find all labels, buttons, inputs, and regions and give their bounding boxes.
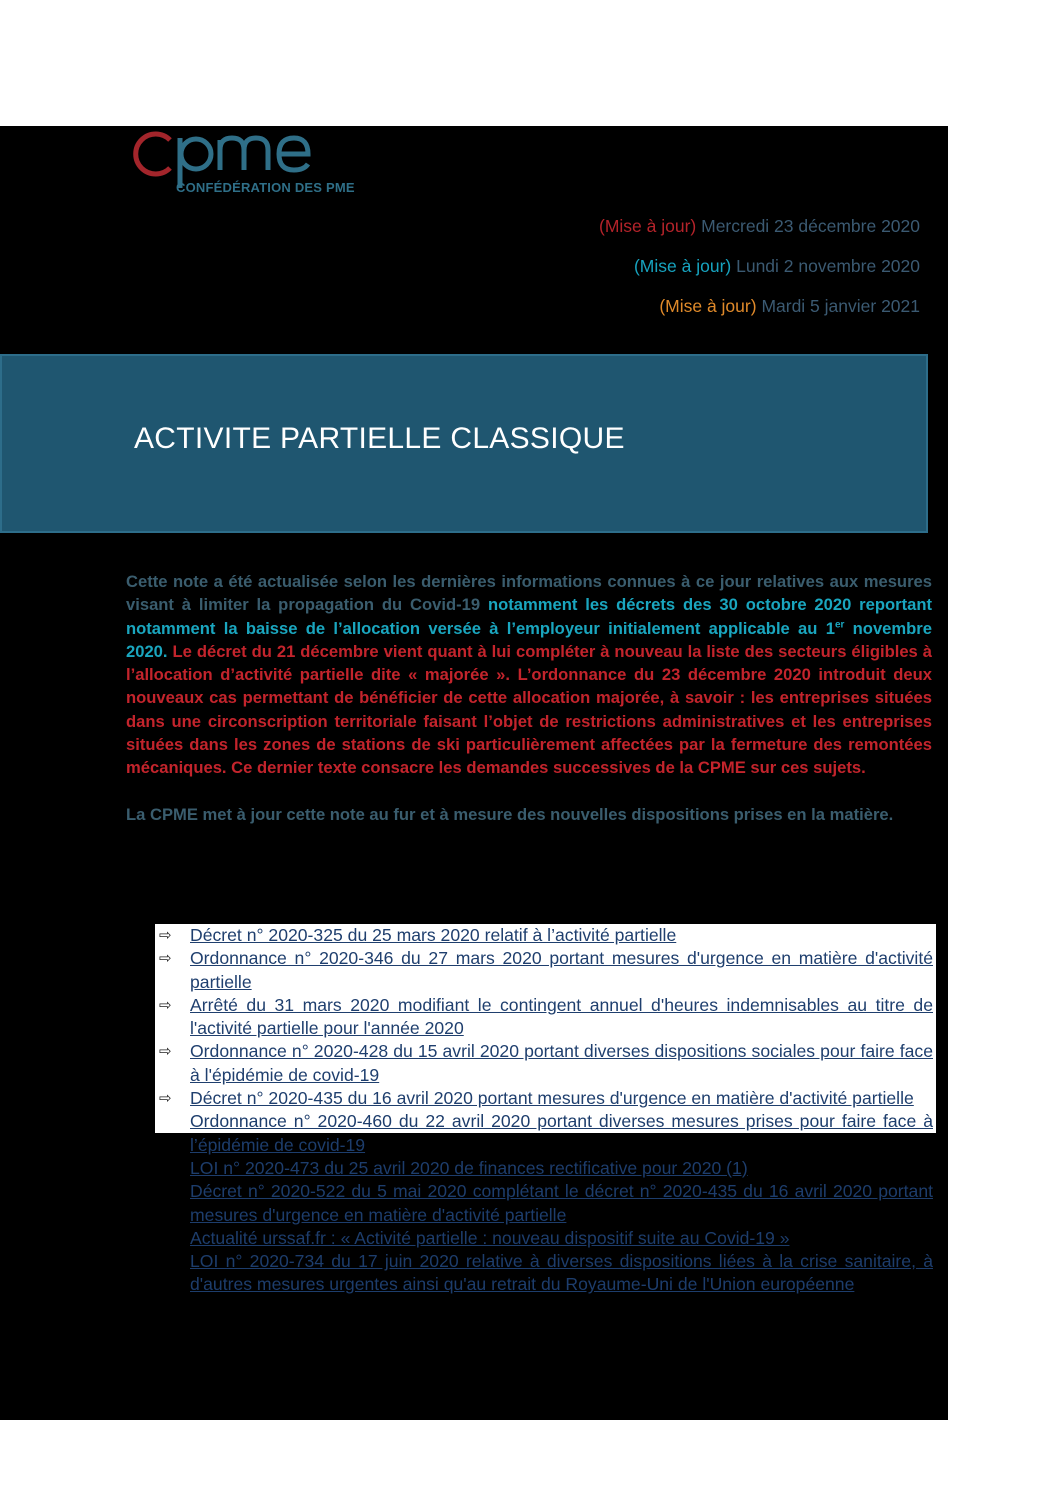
link-item (155, 1180, 933, 1227)
link-item (155, 1087, 933, 1110)
update-date: Lundi 2 novembre 2020 (736, 256, 920, 276)
link-item (155, 1040, 933, 1087)
intro-red-text: Le décret du 21 décembre vient quant à lui compléter à nouveau la liste des secteurs éligibles à l’allocation d’activité partielle dite « majorée ». L’ordonnance du 23 décembre 2020 introduit deux nouveaux cas permettant de bénéficier de cette allocation majorée, à savoir : les entreprises situées dans une circonscription territoriale faisant l’objet de restrictions administratives et les entreprises situées dans les zones de stations de ski particulièrement affectées par la fermeture des remontées mécaniques. Ce dernier texte consacre les demandes successives de la CPME sur ces sujets. (126, 641, 932, 778)
logo-subtitle: CONFÉDÉRATION DES PME (176, 180, 355, 195)
intro-teal-sup: er (834, 619, 845, 631)
reference-link[interactable]: Ordonnance n° 2020-460 du 22 avril 2020 portant diverses mesures prises pour faire face à l’épidémie de covid-19 (190, 1111, 933, 1155)
document-title: ACTIVITE PARTIELLE CLASSIQUE (134, 422, 625, 455)
link-item (155, 1250, 933, 1297)
reference-link[interactable]: Arrêté du 31 mars 2020 modifiant le contingent annuel d'heures indemnisables au titre de l'activité partielle pour l'année 2020 (190, 994, 933, 1039)
reference-links (155, 924, 933, 1297)
reference-link[interactable]: Ordonnance n° 2020-428 du 15 avril 2020 portant diverses dispositions sociales pour faire face à l'épidémie de covid-19 (190, 1041, 933, 1085)
link-item (155, 947, 933, 994)
update-prefix: (Mise à jour) (633, 256, 732, 276)
title-banner (0, 354, 928, 533)
intro-paragraph (126, 570, 932, 780)
link-item (155, 1227, 933, 1250)
arrow-right-icon: ⇨ (159, 950, 172, 968)
arrow-right-icon: ⇨ (159, 1090, 172, 1108)
update-line (599, 293, 920, 333)
link-item (155, 924, 933, 947)
arrow-right-icon: ⇨ (159, 927, 172, 944)
intro-teal-end: novembre 2020. (126, 618, 932, 661)
reference-link[interactable]: Actualité urssaf.fr : « Activité partielle : nouveau dispositif suite au Covid-19 » (190, 1227, 790, 1248)
reference-link[interactable]: Décret n° 2020-435 du 16 avril 2020 portant mesures d'urgence en matière d'activité partielle (190, 1088, 914, 1109)
update-prefix: (Mise à jour) (659, 296, 757, 316)
link-item (155, 1110, 933, 1157)
intro-text (126, 570, 932, 826)
link-item (155, 994, 933, 1041)
update-prefix: (Mise à jour) (599, 216, 697, 236)
update-line (599, 253, 920, 293)
intro-gray-text: Cette note a été actualisée selon les dernières informations connues à ce jour relatives aux mesures visant à limiter la propagation du Covid-19 (126, 572, 932, 615)
reference-link[interactable]: LOI n° 2020-734 du 17 juin 2020 relative à diverses dispositions liées à la crise sanitaire, à d'autres mesures urgentes ainsi qu'au retrait du Royaume-Uni de l'Union européenne (190, 1251, 933, 1295)
reference-link[interactable]: LOI n° 2020-473 du 25 avril 2020 de finances rectificative pour 2020 (1) (190, 1157, 748, 1178)
intro-teal-text: notamment les décrets des 30 octobre 2020 reportant notamment la baisse de l’allocation versée à l’employeur initialement applicable au 1 (126, 595, 932, 638)
update-line (599, 213, 920, 253)
update-date: Mardi 5 janvier 2021 (761, 296, 920, 316)
intro-paragraph-2: La CPME met à jour cette note au fur et à mesure des nouvelles dispositions prises en la matière. (126, 804, 894, 824)
cpme-logo (124, 118, 364, 208)
arrow-right-icon: ⇨ (159, 1043, 172, 1061)
cpme-logo-mark (124, 118, 364, 188)
reference-link[interactable]: Décret n° 2020-522 du 5 mai 2020 complétant le décret n° 2020-435 du 16 avril 2020 portant mesures d'urgence en matière d'activité partielle (190, 1181, 933, 1225)
link-item (155, 1157, 933, 1180)
reference-link[interactable]: Décret n° 2020-325 du 25 mars 2020 relatif à l’activité partielle (190, 925, 677, 945)
reference-link[interactable]: Ordonnance n° 2020-346 du 27 mars 2020 portant mesures d'urgence en matière d'activité partielle (190, 948, 933, 992)
arrow-right-icon: ⇨ (159, 996, 172, 1014)
update-date: Mercredi 23 décembre 2020 (701, 216, 920, 236)
update-dates (599, 213, 920, 333)
